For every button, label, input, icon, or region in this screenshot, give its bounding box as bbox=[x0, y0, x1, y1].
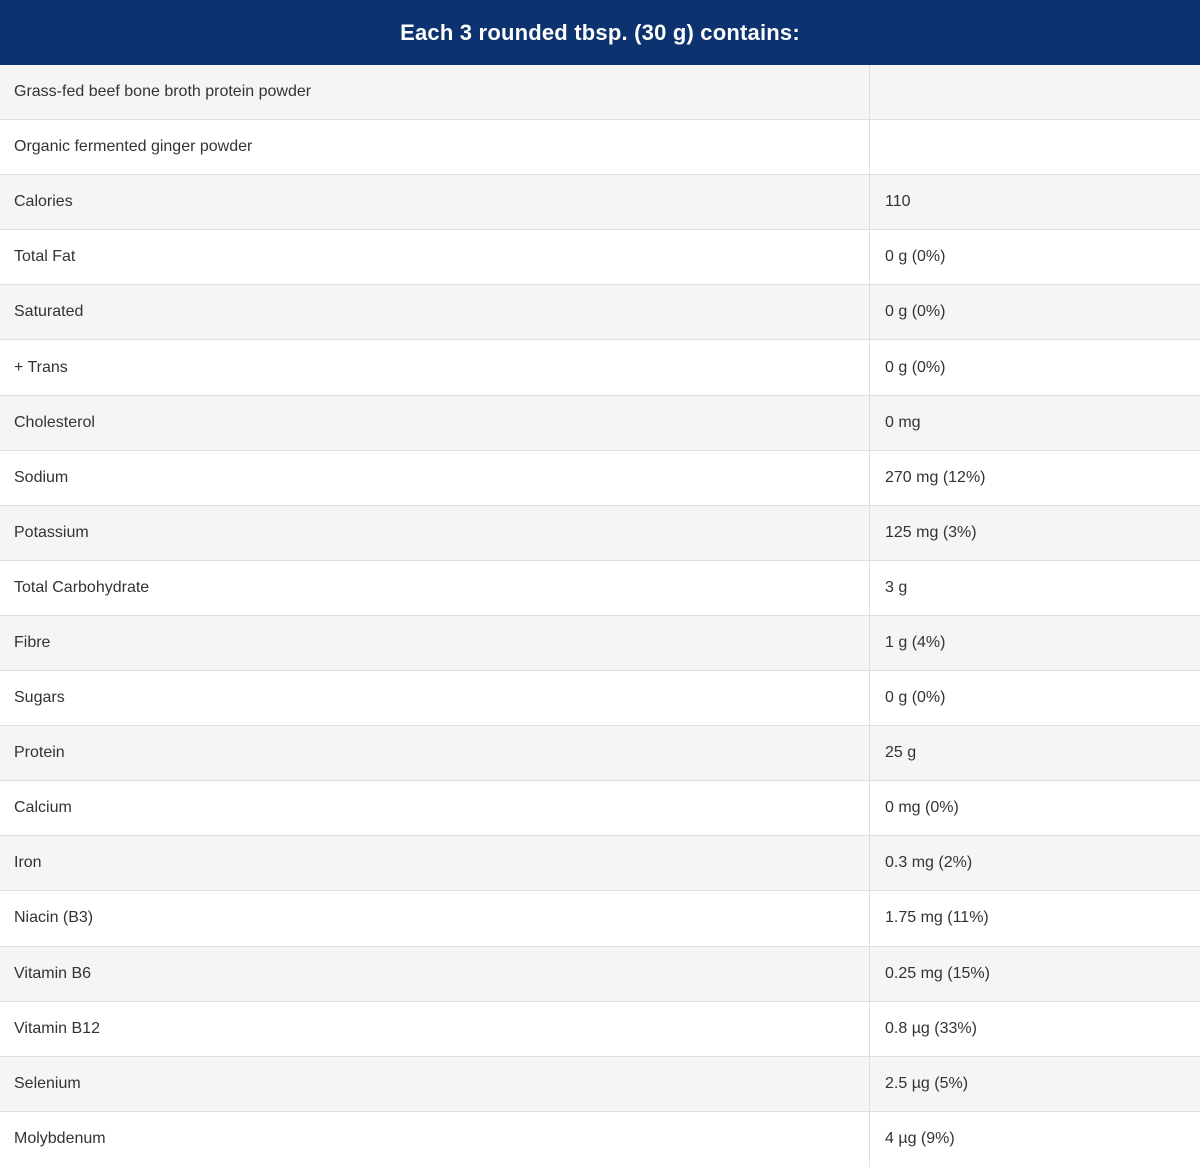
nutrient-value: 2.5 µg (5%) bbox=[885, 1074, 969, 1092]
table-row bbox=[0, 1112, 1200, 1167]
table-row bbox=[0, 726, 1200, 781]
table-row bbox=[0, 285, 1200, 340]
nutrient-name: Fibre bbox=[0, 616, 870, 670]
table-row bbox=[0, 230, 1200, 285]
nutrient-value: 0 g (0%) bbox=[885, 248, 946, 266]
table-row bbox=[0, 836, 1200, 891]
table-row bbox=[0, 1057, 1200, 1112]
nutrient-name: Niacin (B3) bbox=[0, 891, 870, 945]
nutrient-value: 0.8 µg (33%) bbox=[885, 1019, 977, 1037]
nutrient-value bbox=[870, 120, 1200, 174]
nutrient-name: Vitamin B12 bbox=[0, 1002, 870, 1056]
table-row bbox=[0, 175, 1200, 230]
nutrient-value: 0 g (0%) bbox=[885, 303, 946, 321]
table-row bbox=[0, 947, 1200, 1002]
nutrient-value: 0 g (0%) bbox=[885, 689, 946, 707]
nutrient-name: Molybdenum bbox=[0, 1112, 870, 1167]
nutrient-value: 0 mg (0%) bbox=[885, 799, 959, 817]
nutrient-name: Sugars bbox=[0, 671, 870, 725]
nutrient-name: Calories bbox=[0, 175, 870, 229]
nutrient-value: 25 g bbox=[885, 744, 917, 762]
table-row bbox=[0, 65, 1200, 120]
nutrient-name: + Trans bbox=[0, 340, 870, 394]
nutrient-name: Grass-fed beef bone broth protein powder bbox=[0, 65, 870, 119]
nutrient-name: Vitamin B6 bbox=[0, 947, 870, 1001]
nutrient-name: Calcium bbox=[0, 781, 870, 835]
table-row bbox=[0, 120, 1200, 175]
nutrient-value: 270 mg (12%) bbox=[885, 468, 986, 486]
nutrient-value bbox=[870, 65, 1200, 119]
table-row bbox=[0, 1002, 1200, 1057]
table-row bbox=[0, 616, 1200, 671]
nutrient-name: Iron bbox=[0, 836, 870, 890]
nutrient-value: 0 g (0%) bbox=[885, 358, 946, 376]
nutrient-value: 1.75 mg (11%) bbox=[885, 909, 989, 927]
table-header bbox=[0, 0, 1200, 65]
nutrient-value: 1 g (4%) bbox=[885, 633, 946, 651]
table-body bbox=[0, 65, 1200, 1168]
nutrient-name: Selenium bbox=[0, 1057, 870, 1111]
table-row bbox=[0, 781, 1200, 836]
nutrient-name: Total Carbohydrate bbox=[0, 561, 870, 615]
nutrient-name: Protein bbox=[0, 726, 870, 780]
table-row bbox=[0, 671, 1200, 726]
table-row bbox=[0, 561, 1200, 616]
table-title: Each 3 rounded tbsp. (30 g) contains: bbox=[400, 19, 800, 45]
table-row bbox=[0, 891, 1200, 946]
nutrient-value: 0.3 mg (2%) bbox=[885, 854, 973, 872]
table-row bbox=[0, 396, 1200, 451]
nutrient-name: Cholesterol bbox=[0, 396, 870, 450]
nutrient-name: Organic fermented ginger powder bbox=[0, 120, 870, 174]
table-row bbox=[0, 451, 1200, 506]
table-row bbox=[0, 506, 1200, 561]
nutrient-value: 0.25 mg (15%) bbox=[885, 964, 990, 982]
nutrient-value: 0 mg bbox=[885, 413, 921, 431]
nutrient-name: Potassium bbox=[0, 506, 870, 560]
table-row bbox=[0, 340, 1200, 395]
nutrient-value: 4 µg (9%) bbox=[885, 1130, 955, 1148]
nutrient-value: 110 bbox=[885, 193, 911, 211]
nutrient-value: 3 g bbox=[885, 578, 908, 596]
nutrient-name: Total Fat bbox=[0, 230, 870, 284]
nutrient-name: Sodium bbox=[0, 451, 870, 505]
nutrient-name: Saturated bbox=[0, 285, 870, 339]
nutrient-value: 125 mg (3%) bbox=[885, 523, 977, 541]
